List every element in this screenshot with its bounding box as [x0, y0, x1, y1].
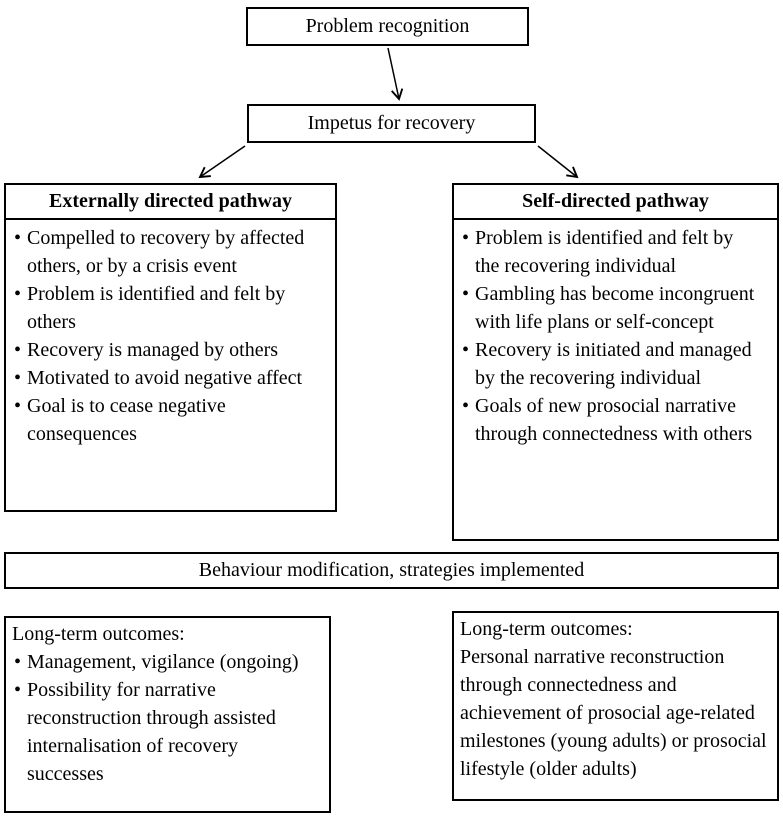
self-directed-pathway-box	[452, 183, 779, 541]
arrow-impetus-to-external	[200, 146, 245, 177]
list-item: • Gambling has become incongruent with life plans or self-concept	[462, 280, 761, 336]
list-item: • Problem is identified and felt by others	[14, 280, 319, 336]
behaviour-modification-label: Behaviour modification, strategies implemented	[198, 559, 585, 581]
list-item: • Goal is to cease negative consequences	[14, 392, 319, 448]
list-item: • Recovery is initiated and managed by the recovering individual	[462, 336, 761, 392]
external-pathway-box	[4, 183, 337, 512]
outcomes-left-list	[6, 648, 329, 788]
outcomes-left-box	[4, 616, 331, 813]
list-item: • Recovery is managed by others	[14, 336, 319, 364]
problem-recognition-box	[246, 7, 529, 46]
list-item: • Problem is identified and felt by the recovering individual	[462, 224, 761, 280]
behaviour-modification-box	[4, 552, 779, 589]
arrow-problem-to-impetus	[388, 48, 399, 99]
list-item: • Motivated to avoid negative affect	[14, 364, 319, 392]
list-item: • Management, vigilance (ongoing)	[14, 648, 313, 676]
list-item: • Goals of new prosocial narrative through connectedness with others	[462, 392, 761, 448]
list-item: • Compelled to recovery by affected others, or by a crisis event	[14, 224, 319, 280]
external-pathway-list	[6, 224, 335, 448]
arrow-impetus-to-self-directed	[538, 146, 577, 177]
self-directed-pathway-title: Self-directed pathway	[454, 185, 777, 220]
outcomes-right-box	[452, 611, 779, 801]
outcomes-right-title: Long-term outcomes:	[460, 618, 633, 640]
impetus-label: Impetus for recovery	[307, 112, 476, 134]
problem-recognition-label: Problem recognition	[305, 15, 470, 37]
outcomes-left-title: Long-term outcomes:	[12, 623, 185, 645]
list-item: • Possibility for narrative reconstruction through assisted internalisation of recovery successes	[14, 676, 313, 788]
outcomes-right-body: Personal narrative reconstruction through connectedness and achievement of prosocial age-related milestones (young adults) or prosocial lifestyle (older adults)	[460, 646, 767, 780]
impetus-box	[247, 104, 536, 143]
external-pathway-title: Externally directed pathway	[6, 185, 335, 220]
self-directed-pathway-list	[454, 224, 777, 448]
